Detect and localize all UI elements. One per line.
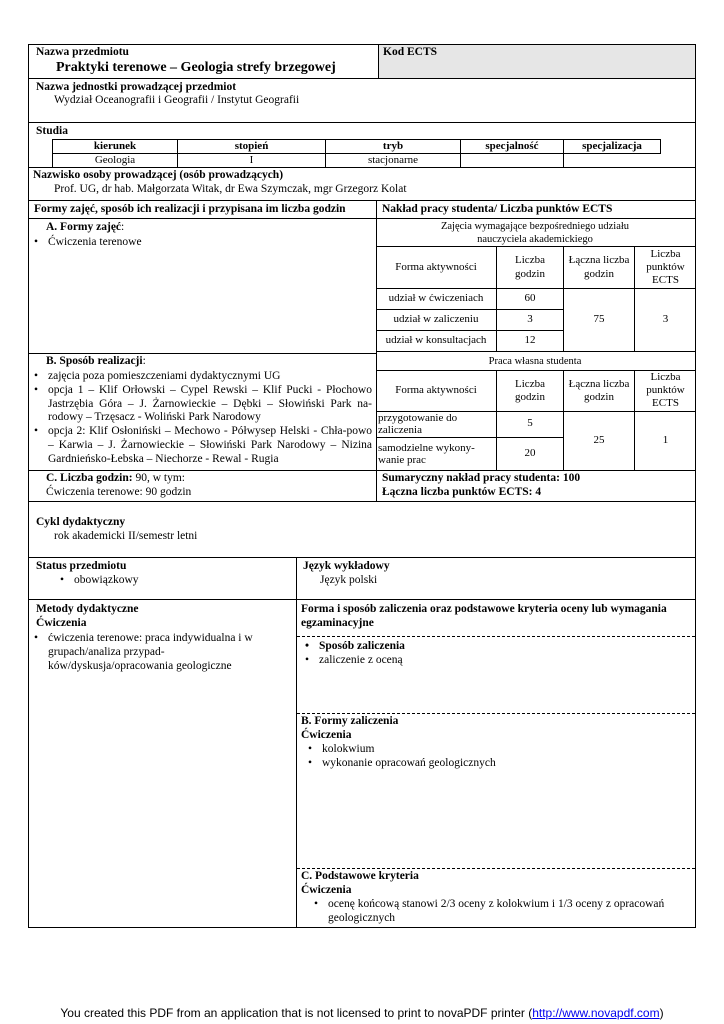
col-header: Forma aktywności <box>376 247 497 289</box>
godziny-cell: 60 <box>497 289 564 310</box>
zaliczenie-a-title: • Sposób zaliczenia <box>301 640 681 654</box>
divider <box>28 557 696 558</box>
list-item: • opcja 2: Klif Osłoniński – Mechowo - Półwysep Helski - Chła-powo – Karwia – J. Żarnowieckie – Słowiński Park Narodowy – Nizina Gardnieńsko-Łebska – Niechorze - Rewal - Rugia <box>30 425 372 466</box>
divider <box>28 78 696 79</box>
list-item: • wykonanie opracowań geologicznych <box>304 757 684 771</box>
metody-list <box>30 632 284 673</box>
divider <box>28 470 377 471</box>
footer-text: You created this PDF from an application that is not licensed to print to novaPDF printer ( <box>60 1006 533 1020</box>
forma-cell: samodzielne wykony-wanie prac <box>376 437 497 470</box>
kod-ects-label: Kod ECTS <box>383 46 438 58</box>
zaliczenie-b-sub: Ćwiczenia <box>301 729 352 741</box>
jednostka-value: Wydział Oceanografii i Geografii / Instytut Geografii <box>54 94 300 106</box>
list-item: • obowiązkowy <box>56 574 276 588</box>
formy-c: C. Liczba godzin: 90, w tym: <box>46 472 185 484</box>
divider <box>376 470 696 471</box>
studia-header: tryb <box>326 140 461 154</box>
col-header: Liczba godzin <box>497 371 564 412</box>
divider <box>28 200 696 201</box>
studia-header: specjalność <box>461 140 564 154</box>
divider <box>378 44 379 79</box>
kontakt-table <box>376 246 696 352</box>
col-header: Liczba godzin <box>497 247 564 289</box>
formy-a-title: A. Formy zajęć: <box>46 221 125 233</box>
list-item: • ocenę końcową stanowi 2/3 oceny z kolokwium i 1/3 oceny z opracowań geologicznych <box>310 898 688 926</box>
jezyk-value: Język polski <box>320 574 378 586</box>
forma-cell: udział w ćwiczeniach <box>376 289 497 310</box>
ects-label: Łączna liczba punktów ECTS: 4 <box>382 486 542 498</box>
wlasna-table <box>376 370 696 471</box>
formy-b-list <box>30 370 372 467</box>
jednostka-label: Nazwa jednostki prowadzącej przedmiot <box>36 81 237 93</box>
nazwa-przedmiotu-value: Praktyki terenowe – Geologia strefy brzegowej <box>56 60 336 75</box>
forma-cell: udział w konsultacjach <box>376 331 497 352</box>
divider <box>28 599 696 600</box>
prowadzacy-label: Nazwisko osoby prowadzącej (osób prowadzących) <box>33 169 284 181</box>
list-item: • Ćwiczenia terenowe <box>30 236 370 250</box>
zaliczenie-label: Forma i sposób zaliczenia oraz podstawowe kryteria oceny lub wymagania egzaminacyjne <box>301 603 667 629</box>
naklad-header: Nakład pracy studenta/ Liczba punktów ECTS <box>382 203 613 215</box>
kontakt-title: Zajęcia wymagające bezpośredniego udziału nauczyciela akademickiego <box>440 221 630 245</box>
studia-value: stacjonarne <box>326 154 461 168</box>
zaliczenie-a-title-list <box>301 640 681 654</box>
studia-label: Studia <box>36 125 68 137</box>
divider <box>28 218 696 219</box>
forma-cell: udział w zaliczeniu <box>376 310 497 331</box>
studia-value: I <box>178 154 326 168</box>
godziny-cell: 12 <box>497 331 564 352</box>
list-item: • ćwiczenia terenowe: praca indywidualna i w grupach/analiza przypad-ków/dyskusja/opracowania geologiczne <box>30 632 284 673</box>
studia-value: Geologia <box>53 154 178 168</box>
nazwa-przedmiotu-label: Nazwa przedmiotu <box>36 46 129 58</box>
footer-notice <box>0 1006 724 1020</box>
divider <box>28 122 696 123</box>
wlasna-total: 25 <box>564 411 635 470</box>
zaliczenie-c-sub: Ćwiczenia <box>301 884 352 896</box>
godziny-cell: 3 <box>497 310 564 331</box>
list-item: • opcja 1 – Klif Orłowski – Cypel Rewski – Klif Pucki - Płochowo Jastrzębia Góra – J. Żarnowieckie – Dębki – Słowiński Park na-rodowy – Trzęsacz - Woliński Park Narodowy <box>30 384 372 425</box>
col-header: Liczba punktów ECTS <box>635 247 697 289</box>
footer-close: ) <box>659 1006 664 1020</box>
col-header: Łączna liczba godzin <box>564 371 635 412</box>
cykl-value: rok akademicki II/semestr letni <box>54 530 198 542</box>
frame-bottom <box>28 927 696 928</box>
zaliczenie-c-list <box>310 898 688 926</box>
prowadzacy-value: Prof. UG, dr hab. Małgorzata Witak, dr Ewa Szymczak, mgr Grzegorz Kolat <box>54 183 407 195</box>
formy-header: Formy zajęć, sposób ich realizacji i przypisana im liczba godzin <box>34 203 346 215</box>
novapdf-link[interactable]: http://www.novapdf.com <box>532 1006 660 1020</box>
studia-header: stopień <box>178 140 326 154</box>
dashed-divider <box>297 868 695 869</box>
jezyk-label: Język wykładowy <box>303 560 390 572</box>
dashed-divider <box>297 636 695 637</box>
zaliczenie-a-list <box>301 654 681 668</box>
kontakt-ects: 3 <box>635 289 697 352</box>
divider <box>28 501 696 502</box>
wlasna-title: Praca własna studenta <box>488 356 582 367</box>
formy-c-detail: Ćwiczenia terenowe: 90 godzin <box>46 486 192 498</box>
status-label: Status przedmiotu <box>36 560 127 572</box>
forma-cell: przygotowanie do zaliczenia <box>376 411 497 437</box>
status-list <box>56 574 276 588</box>
frame-left <box>28 44 29 928</box>
col-header: Liczba punktów ECTS <box>635 371 697 412</box>
zaliczenie-c-title: C. Podstawowe kryteria <box>301 870 419 882</box>
col-header: Forma aktywności <box>376 371 497 412</box>
formy-a-list <box>30 236 370 250</box>
studia-value <box>564 154 661 168</box>
zaliczenie-b-title: B. Formy zaliczenia <box>301 715 399 727</box>
godziny-cell: 20 <box>497 437 564 470</box>
formy-b-title: B. Sposób realizacji: <box>46 355 146 367</box>
zaliczenie-b-list <box>304 743 684 771</box>
godziny-cell: 5 <box>497 411 564 437</box>
divider <box>28 353 377 354</box>
studia-table <box>52 139 661 168</box>
sum-label: Sumaryczny nakład pracy studenta: 100 <box>382 472 581 484</box>
studia-header: specjalizacja <box>564 140 661 154</box>
col-header: Łączna liczba godzin <box>564 247 635 289</box>
metody-sub: Ćwiczenia <box>36 617 87 629</box>
list-item: • zajęcia poza pomieszczeniami dydaktycznymi UG <box>30 370 372 384</box>
list-item: • zaliczenie z oceną <box>301 654 681 668</box>
dashed-divider <box>297 713 695 714</box>
kontakt-total: 75 <box>564 289 635 352</box>
divider <box>296 557 297 928</box>
wlasna-ects: 1 <box>635 411 697 470</box>
frame-right <box>695 44 696 928</box>
metody-label: Metody dydaktyczne <box>36 603 139 615</box>
studia-header: kierunek <box>53 140 178 154</box>
cykl-label: Cykl dydaktyczny <box>36 516 126 528</box>
studia-value <box>461 154 564 168</box>
list-item: • kolokwium <box>304 743 684 757</box>
